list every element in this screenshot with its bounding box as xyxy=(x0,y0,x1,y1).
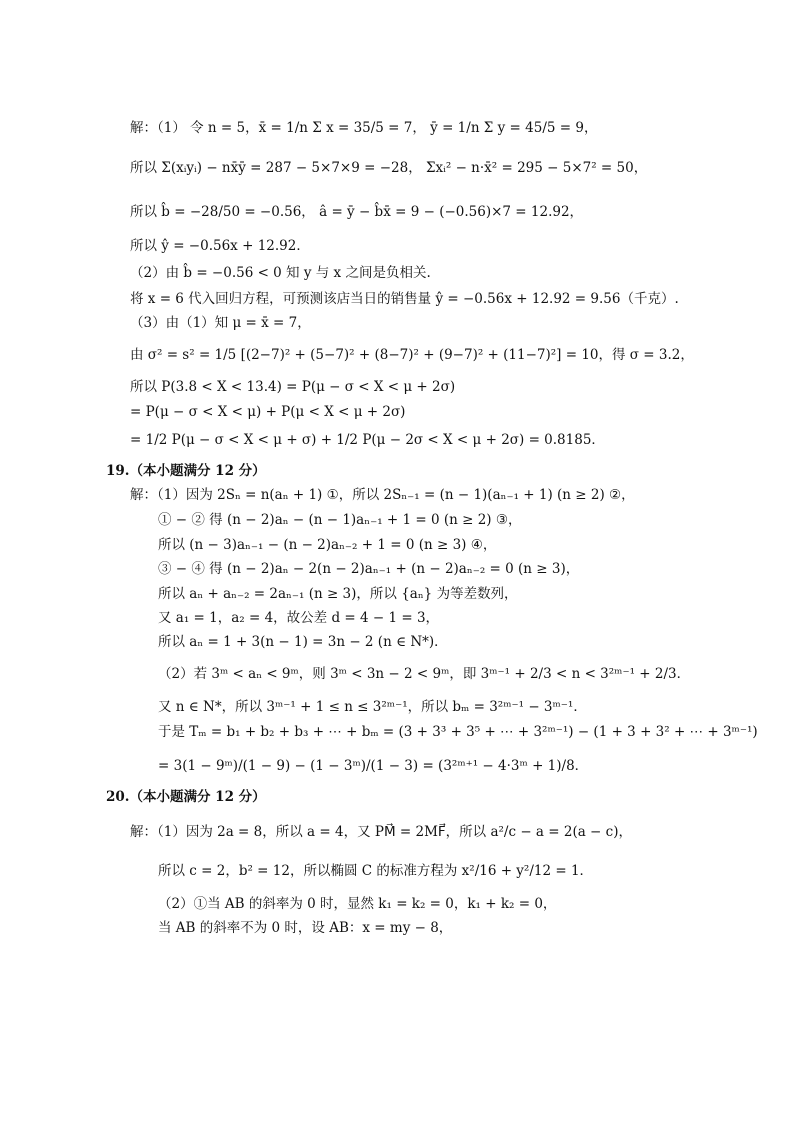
solution-line: （2）①当 AB 的斜率为 0 时，显然 k₁ = k₂ = 0，k₁ + k₂ = 0， xyxy=(158,896,557,912)
solution-line: 所以 aₙ + aₙ₋₂ = 2aₙ₋₁ (n ≥ 3)，所以 {aₙ} 为等差数列， xyxy=(158,586,518,602)
solution-line: 于是 Tₘ = b₁ + b₂ + b₃ + ⋯ + bₘ = (3 + 3³ + 3⁵ + ⋯ + 3²ᵐ⁻¹) − (1 + 3 + 3² + ⋯ + 3ᵐ⁻¹) xyxy=(158,724,758,740)
solution-line: 由 σ² = s² = 1/5 [(2−7)² + (5−7)² + (8−7)² + (9−7)² + (11−7)²] = 10，得 σ = 3.2， xyxy=(130,347,694,363)
solution-line: = P(μ − σ < X < μ) + P(μ < X < μ + 2σ) xyxy=(130,404,406,420)
solution-line: 所以 (n − 3)aₙ₋₁ − (n − 2)aₙ₋₂ + 1 = 0 (n ≥ 3) ④， xyxy=(158,537,497,553)
solution-line: 所以 b̂ = −28/50 = −0.56， â = ȳ − b̂x̄ = 9 − (−0.56)×7 = 12.92， xyxy=(130,204,584,220)
solution-line: （3）由（1）知 μ = x̄ = 7， xyxy=(130,315,311,331)
solution-line: 解：（1） 令 n = 5，x̄ = 1/n Σ x = 35/5 = 7， ȳ = 1/n Σ y = 45/5 = 9， xyxy=(130,120,598,136)
solution-line: 所以 ŷ = −0.56x + 12.92． xyxy=(130,238,310,254)
solution-line: = 3(1 − 9ᵐ)/(1 − 9) − (1 − 3ᵐ)/(1 − 3) = (3²ᵐ⁺¹ − 4·3ᵐ + 1)/8． xyxy=(158,758,589,774)
solution-line: （2）若 3ᵐ < aₙ < 9ᵐ，则 3ᵐ < 3n − 2 < 9ᵐ，即 3ᵐ⁻¹ + 2/3 < n < 3²ᵐ⁻¹ + 2/3． xyxy=(158,666,691,682)
solution-line: 当 AB 的斜率不为 0 时，设 AB：x = my − 8， xyxy=(158,920,453,936)
section-heading: 19.（本小题满分 12 分） xyxy=(106,463,266,479)
solution-line: ③ − ④ 得 (n − 2)aₙ − 2(n − 2)aₙ₋₁ + (n − 2)aₙ₋₂ = 0 (n ≥ 3)， xyxy=(158,561,580,577)
solution-line: = 1/2 P(μ − σ < X < μ + σ) + 1/2 P(μ − 2σ < X < μ + 2σ) = 0.8185． xyxy=(130,432,605,448)
solution-line: （2）由 b̂ = −0.56 < 0 知 y 与 x 之间是负相关. xyxy=(130,265,431,281)
solution-line: 所以 P(3.8 < X < 13.4) = P(μ − σ < X < μ + 2σ) xyxy=(130,379,456,395)
solution-line: ① − ② 得 (n − 2)aₙ − (n − 1)aₙ₋₁ + 1 = 0 (n ≥ 2) ③， xyxy=(158,512,522,528)
solution-line: 解：（1）因为 2a = 8，所以 a = 4，又 PM⃗ = 2MF⃗，所以 a²/c − a = 2(a − c)， xyxy=(130,824,632,840)
solution-line: 又 a₁ = 1，a₂ = 4，故公差 d = 4 − 1 = 3， xyxy=(158,610,440,626)
solution-line: 所以 aₙ = 1 + 3(n − 1) = 3n − 2 (n ∈ N*)． xyxy=(158,634,448,650)
solution-line: 解：（1）因为 2Sₙ = n(aₙ + 1) ①，所以 2Sₙ₋₁ = (n − 1)(aₙ₋₁ + 1) (n ≥ 2) ②， xyxy=(130,487,635,503)
solution-line: 将 x = 6 代入回归方程，可预测该店当日的销售量 ŷ = −0.56x + 12.92 = 9.56（千克）. xyxy=(130,291,679,307)
solution-line: 所以 c = 2，b² = 12，所以椭圆 C 的标准方程为 x²/16 + y²/12 = 1． xyxy=(158,863,594,879)
section-heading: 20.（本小题满分 12 分） xyxy=(106,789,266,805)
solution-line: 所以 Σ(xᵢyᵢ) − nx̄ȳ = 287 − 5×7×9 = −28， Σxᵢ² − n·x̄² = 295 − 5×7² = 50， xyxy=(130,160,648,176)
solution-line: 又 n ∈ N*，所以 3ᵐ⁻¹ + 1 ≤ n ≤ 3²ᵐ⁻¹，所以 bₘ = 3²ᵐ⁻¹ − 3ᵐ⁻¹． xyxy=(158,699,587,715)
